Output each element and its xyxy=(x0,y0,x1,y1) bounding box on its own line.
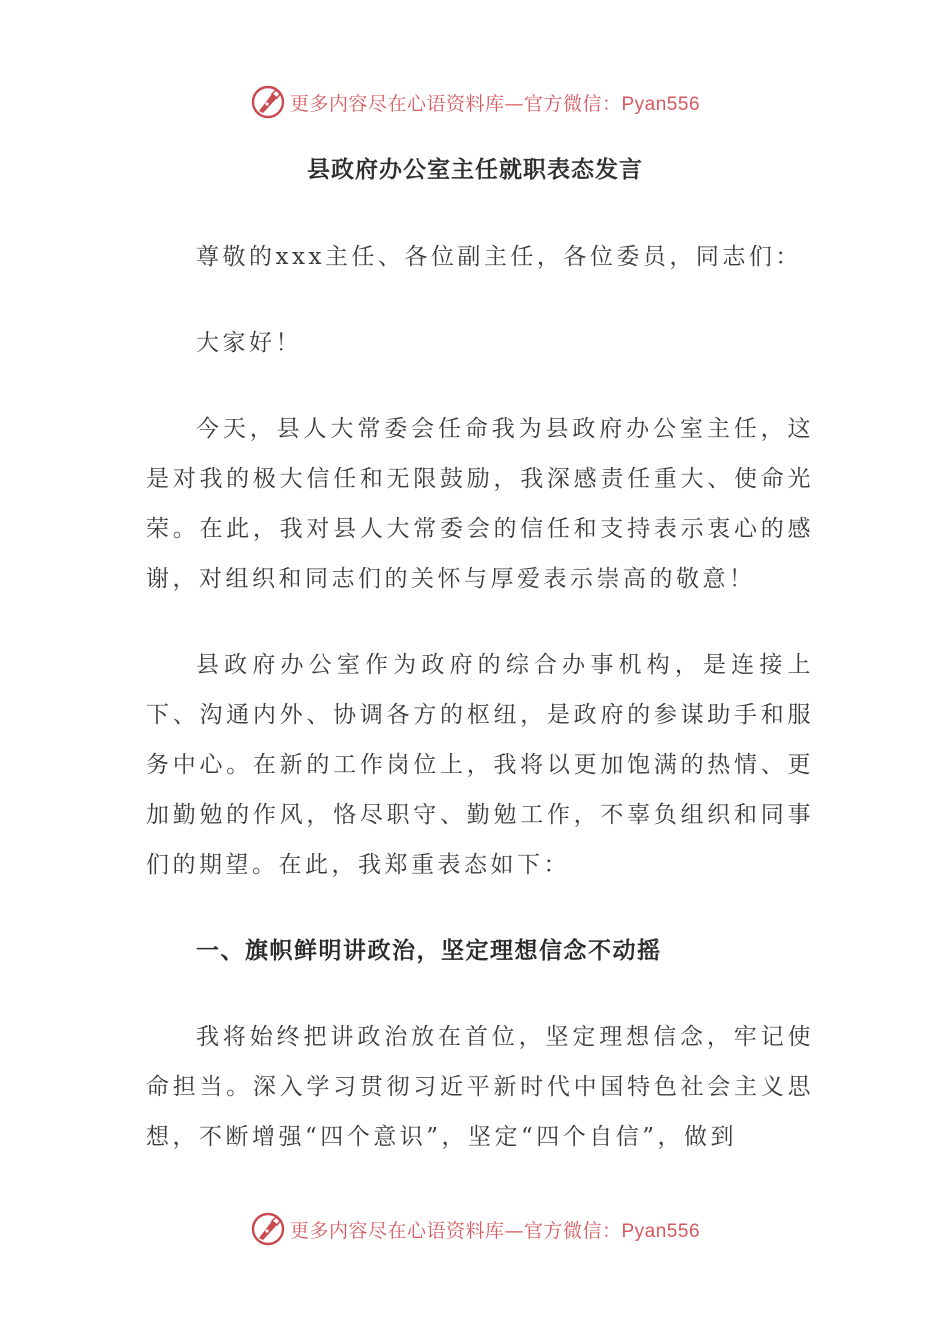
banner-text xyxy=(290,89,700,116)
body-paragraph: 我将始终把讲政治放在首位，坚定理想信念，牢记使命担当。深入学习贯彻习近平新时代中国特色社会主义思想，不断增强“四个意识”，坚定“四个自信”，做到 xyxy=(146,1024,814,1150)
page-title: 县政府办公室主任就职表态发言 xyxy=(307,156,643,183)
salutation: 尊敬的xxx主任、各位副主任，各位委员，同志们： xyxy=(196,244,802,270)
footer-banner xyxy=(0,1209,950,1249)
pen-nib-logo-icon xyxy=(250,1211,286,1247)
banner-text xyxy=(290,1216,700,1243)
wechat-id: Pyan556 xyxy=(621,93,701,115)
greeting: 大家好！ xyxy=(196,330,302,356)
banner-brand: 更多内容尽在心语资料库—官方微信： xyxy=(289,92,622,115)
pen-nib-logo-icon xyxy=(250,84,286,120)
banner-brand: 更多内容尽在心语资料库—官方微信： xyxy=(289,1219,622,1242)
header-banner xyxy=(0,82,950,122)
section-heading: 一、旗帜鲜明讲政治，坚定理想信念不动摇 xyxy=(196,937,662,964)
wechat-id: Pyan556 xyxy=(621,1220,701,1242)
document-body xyxy=(146,232,814,1198)
body-paragraph: 县政府办公室作为政府的综合办事机构，是连接上下、沟通内外、协调各方的枢纽，是政府的参谋助手和服务中心。在新的工作岗位上，我将以更加饱满的热情、更加勤勉的作风，恪尽职守、勤勉工作，不辜负组织和同事们的期望。在此，我郑重表态如下： xyxy=(146,652,814,878)
body-paragraph: 今天，县人大常委会任命我为县政府办公室主任，这是对我的极大信任和无限鼓励，我深感责任重大、使命光荣。在此，我对县人大常委会的信任和支持表示衷心的感谢，对组织和同志们的关怀与厚爱表示崇高的敬意！ xyxy=(146,416,814,592)
